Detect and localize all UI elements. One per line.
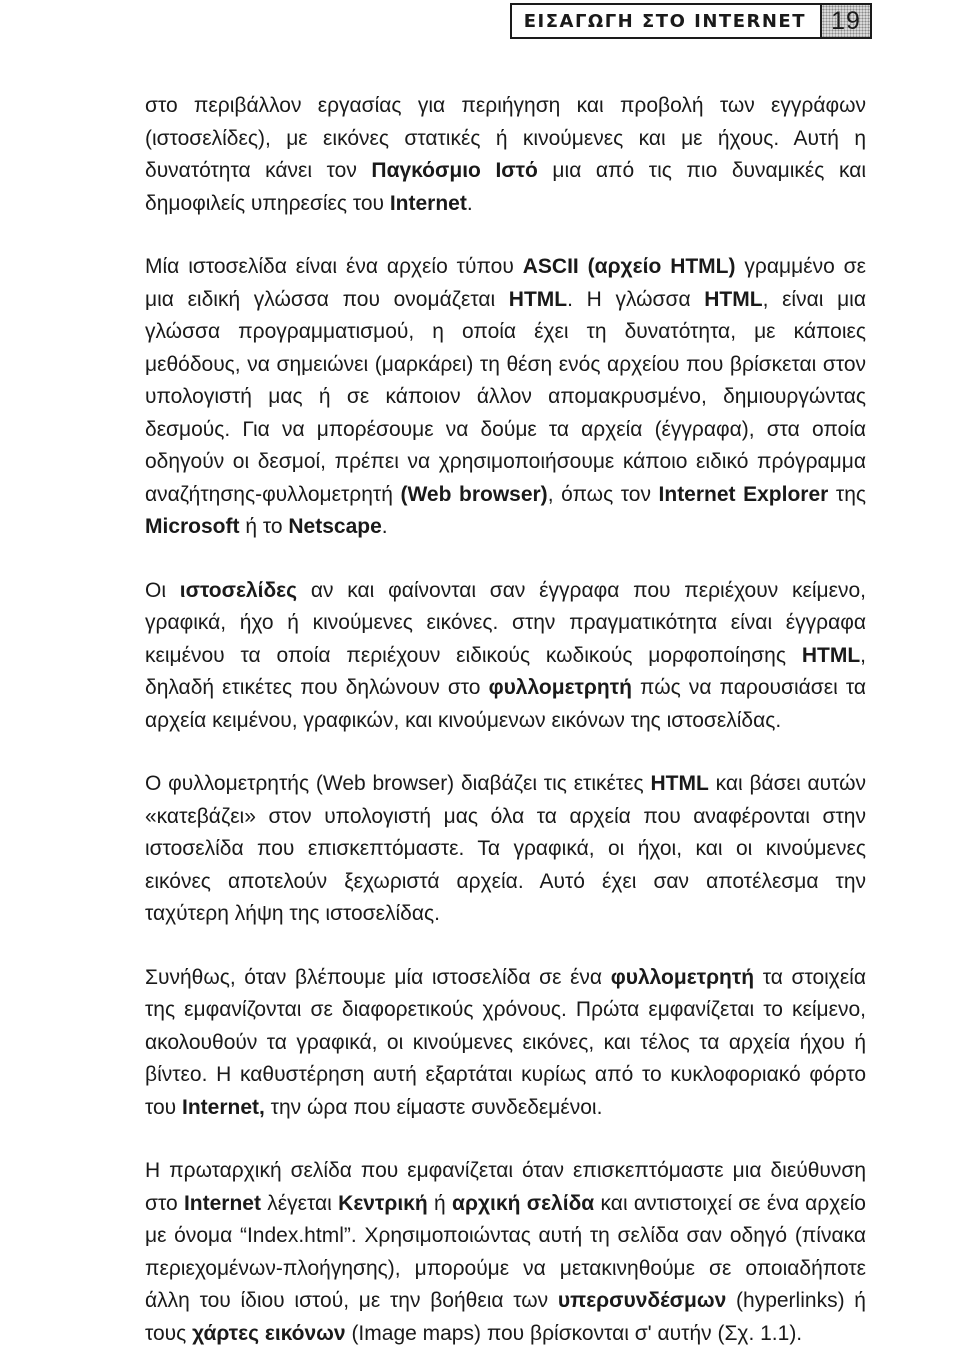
paragraph xyxy=(145,962,866,1125)
bold-term: αρχική σελίδα xyxy=(452,1191,595,1215)
paragraph xyxy=(145,575,866,738)
bold-term: Παγκόσμιο Ιστό xyxy=(371,159,538,182)
text-run: , δηλαδή ετικέτες που δηλώνουν στο xyxy=(145,643,866,699)
text-run: . xyxy=(381,515,388,538)
chapter-title: ΕΙΣΑΓΩΓΗ ΣΤΟ INTERNET xyxy=(510,3,820,39)
bold-term: HTML xyxy=(508,287,568,311)
text-run: . xyxy=(466,191,473,215)
text-run: Η πρωταρχική σελίδα που εμφανίζεται όταν επισκεπτόμαστε μια διεύθυνση στο xyxy=(145,1159,866,1215)
text-run: , είναι μια γλώσσα προγραμματισμού, η οποία έχει τη δυνατότητα, με κάποιες μεθόδους, να σημειώνει (μαρκάρει) τη θέση ενός αρχείου που βρίσκεται στον υπολογιστή μας ή σε κάποιον άλλον απομακρυσμένο, δημιουργώντας δεσμούς. Για να μπορέσουμε να δούμε τα αρχεία (έγγραφα), στα οποία οδηγούν οι δεσμοί, πρέπει να χρησιμοποιήσουμε κάποιο ειδικό πρόγραμμα αναζήτησης-φυλλομετρητή xyxy=(145,287,866,506)
text-run: Ο φυλλομετρητής (Web browser) διαβάζει τις ετικέτες xyxy=(145,772,651,795)
bold-term: (Web browser) xyxy=(400,482,548,506)
paragraph xyxy=(145,251,866,544)
bold-term: Internet xyxy=(183,1191,261,1215)
text-run: (Image maps) που βρίσκονται σ' αυτήν (Σχ. 1.1). xyxy=(345,1321,803,1345)
paragraph xyxy=(145,1155,866,1350)
text-run: και αντιστοιχεί σε ένα αρχείο με όνομα “Index.html”. Χρησιμοποιώντας αυτή τη σελίδα σαν οδηγό (πίνακα περιεχομένων-πλοήγησης), μπορούμε να μετακινηθούμε σε οποιαδήποτε άλλη του ίδιου ιστού, με την βοήθεια των xyxy=(145,1191,866,1312)
bold-term: φυλλομετρητή xyxy=(488,676,632,699)
paragraph xyxy=(145,768,866,931)
bold-term: HTML xyxy=(704,287,763,311)
bold-term: χάρτες εικόνων xyxy=(192,1321,346,1345)
bold-term: HTML xyxy=(801,643,861,667)
text-run: και βάσει αυτών «κατεβάζει» στον υπολογιστή μας όλα τα αρχεία που αναφέρονται στην ιστοσελίδα που επισκεπτόμαστε. Τα γραφικά, οι ήχοι, και οι κινούμενες εικόνες αποτελούν ξεχωριστά αρχεία. Αυτό έχει σαν αποτέλεσμα την ταχύτερη λήψη της ιστοσελίδας. xyxy=(145,772,867,925)
bold-term: υπερσυνδέσμων xyxy=(557,1289,727,1312)
text-run: μια από τις πιο δυναμικές και δημοφιλείς υπηρεσίες του xyxy=(145,159,867,215)
text-run: αν και φαίνονται σαν έγγραφα που περιέχουν κείμενο, γραφικά, ήχο ή κινούμενες εικόνες. στην πραγματικότητα είναι έγγραφα κειμένου τα οποία περιέχουν ειδικούς κωδικούς μορφοποίησης xyxy=(145,578,866,667)
bold-term: ιστοσελίδες xyxy=(179,578,298,602)
text-run: την ώρα που είμαστε συνδεδεμένοι. xyxy=(264,1095,603,1119)
text-run: Οι xyxy=(145,578,180,602)
paragraph xyxy=(145,90,866,220)
text-run: . Η γλώσσα xyxy=(567,287,705,311)
text-run: , όπως τον xyxy=(547,482,659,506)
body-text xyxy=(145,90,866,1350)
text-run: πώς να παρουσιάσει τα αρχεία κειμένου, γραφικών, και κινούμενων εικόνων της ιστοσελίδας. xyxy=(145,676,866,732)
bold-term: Netscape xyxy=(288,515,382,538)
bold-term: Internet, xyxy=(182,1095,265,1119)
text-run: στο περιβάλλον εργασίας για περιήγηση και προβολή των εγγράφων (ιστοσελίδες), με εικόνες στατικές ή κινούμενες και με ήχους. Αυτή η δυνατότητα κάνει τον xyxy=(145,94,866,182)
text-run: γραμμένο σε μια ειδική γλώσσα που ονομάζεται xyxy=(145,255,866,311)
text-run: Συνήθως, όταν βλέπουμε μία ιστοσελίδα σε ένα xyxy=(145,965,611,989)
bold-term: ASCII (αρχείο HTML) xyxy=(522,255,736,278)
text-run: της xyxy=(828,482,867,506)
bold-term: Internet xyxy=(389,191,467,215)
text-run: Μία ιστοσελίδα είναι ένα αρχείο τύπου xyxy=(145,255,523,278)
text-run: τα στοιχεία της εμφανίζονται σε διαφορετικούς χρόνους. Πρώτα εμφανίζεται το κείμενο, ακολουθούν τα γραφικά, οι κινούμενες εικόνες, και τέλος τα αρχεία ήχου ή βίντεο. Η καθυστέρηση αυτή εξαρτάται κυρίως από το κυκλοφοριακό φόρτο του xyxy=(145,965,866,1119)
bold-term: Κεντρική xyxy=(338,1191,428,1215)
bold-term: Internet Explorer xyxy=(658,482,829,506)
page-number: 19 xyxy=(820,3,872,39)
bold-term: φυλλομετρητή xyxy=(610,965,755,989)
text-run: ή xyxy=(427,1191,453,1215)
text-run: λέγεται xyxy=(260,1191,339,1215)
bold-term: Microsoft xyxy=(145,515,240,538)
bold-term: HTML xyxy=(650,772,709,795)
running-header xyxy=(510,3,872,39)
text-run: (hyperlinks) ή τους xyxy=(145,1289,866,1345)
text-run: ή το xyxy=(239,515,289,538)
